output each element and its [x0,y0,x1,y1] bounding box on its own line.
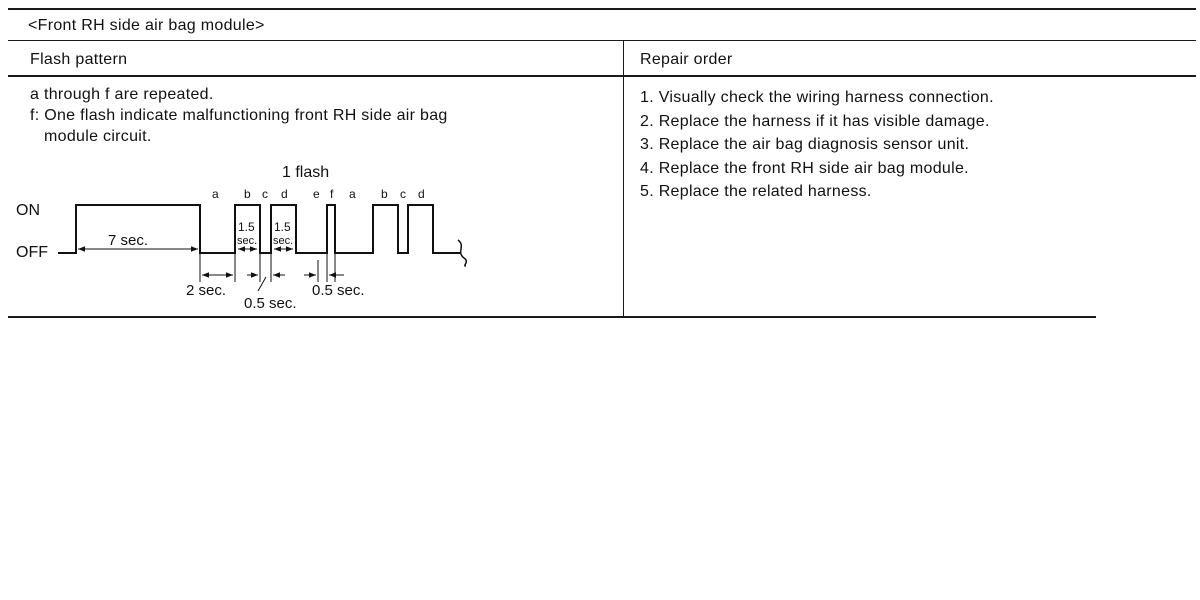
repair-step-2: 2. Replace the harness if it has visible damage. [640,112,990,130]
pattern-line-3: module circuit. [44,128,152,145]
pulse-b-unit: sec. [237,235,258,247]
repair-step-1: 1. Visually check the wiring harness connection. [640,89,994,106]
letter-a2: a [349,187,356,201]
off-label: OFF [16,244,48,261]
column-divider [623,40,624,317]
repair-step-5: 5. Replace the related harness. [640,183,872,200]
repair-step-4: 4. Replace the front RH side air bag module. [640,159,969,177]
letter-c: c [262,187,268,201]
header-flash-pattern: Flash pattern [30,51,128,68]
section-title: <Front RH side air bag module> [28,17,265,34]
header-repair-order: Repair order [640,51,733,68]
letter-a: a [212,187,219,201]
letter-d: d [281,187,288,201]
flash-pattern-description [30,84,448,147]
pulse-b-value: 1.5 [238,220,255,234]
half-sec-leader [258,277,266,291]
pattern-line-2: f: One flash indicate malfunctioning front RH side air bag [30,107,448,124]
letter-b2: b [381,187,388,201]
letter-c2: c [400,187,406,201]
letter-e: e [313,187,320,201]
letter-b: b [244,187,251,201]
pulse-d-unit: sec. [273,235,294,247]
flash-pattern-diagram [0,160,500,340]
pulse-d-value: 1.5 [274,220,291,234]
header-rule [8,75,1196,77]
repair-step-3: 3. Replace the air bag diagnosis sensor unit. [640,136,970,153]
on-label: ON [16,202,40,219]
two-sec-label: 2 sec. [186,282,227,299]
letter-f: f [330,187,334,201]
one-flash-label: 1 flash [282,164,330,181]
seven-sec-label: 7 sec. [108,232,149,249]
top-rule [8,8,1196,10]
pattern-line-1: a through f are repeated. [30,86,214,103]
repair-order-list [640,86,994,204]
half-sec-label-c: 0.5 sec. [244,295,297,312]
title-rule [8,40,1196,41]
letter-d2: d [418,187,425,201]
half-sec-label-e: 0.5 sec. [312,282,365,299]
